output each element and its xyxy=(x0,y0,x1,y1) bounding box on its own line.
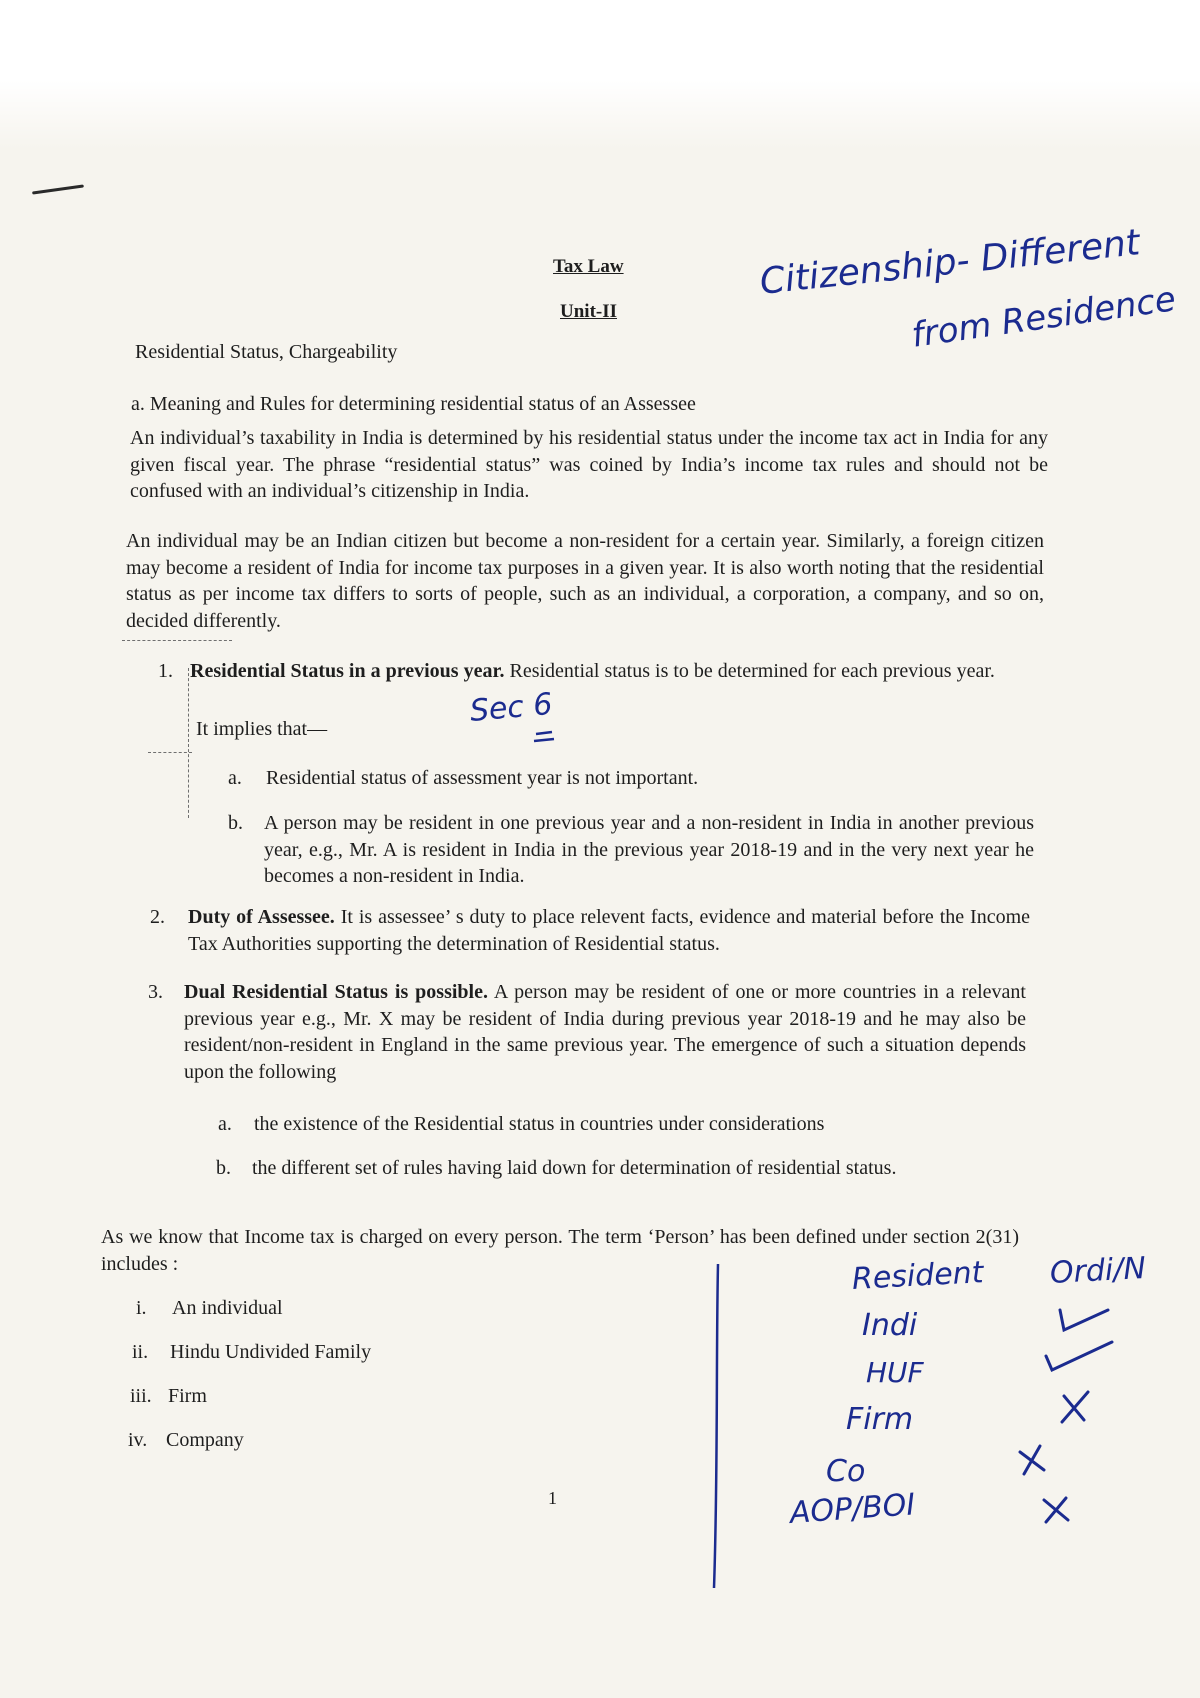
point-3-title: Dual Residential Status is possible. xyxy=(184,981,488,1003)
person-intro: As we know that Income tax is charged on every person. The term ‘Person’ has been defined under section 2(31) includes : xyxy=(101,1226,1019,1275)
point-1a-label: a. xyxy=(228,767,242,789)
point-3a-label: a. xyxy=(218,1113,232,1135)
handwritten-col1-firm: Firm xyxy=(846,1402,914,1437)
page-number: 1 xyxy=(548,1488,557,1508)
point-3a-text: the existence of the Residential status in countries under considerations xyxy=(254,1113,825,1135)
handwritten-note-citizenship: Citizenship- Different xyxy=(757,222,1142,303)
handwritten-col1-indi: Indi xyxy=(862,1308,918,1343)
handwritten-col2-header: Ordi/N xyxy=(1049,1251,1147,1291)
point-1-number: 1. xyxy=(158,660,173,682)
handwritten-note-residence: from Residence xyxy=(909,279,1179,356)
tick-mark-indi xyxy=(1060,1310,1108,1330)
handwritten-col1-resident: Resident xyxy=(851,1255,985,1297)
handwritten-col1-aop-boi: AOP/BOI xyxy=(788,1487,917,1531)
person-item-4-text: Company xyxy=(166,1429,244,1451)
paragraph-citizen: An individual may be an Indian citizen but become a non-resident for a certain year. Similarly, a foreign citizen may become a resident of India for income tax purposes in a given year. It is also worth noting that the residential status as per income tax differs to sorts of people, such as an individual, a corporation, a company, and so on, decided differently. xyxy=(126,530,1044,632)
paragraph-taxability: An individual’s taxability in India is determined by his residential status under the income tax act in India for any given fiscal year. The phrase “residential status” was coined by India’s income tax rules and should not be confused with an individual’s citizenship in India. xyxy=(130,427,1048,502)
cross-mark-firm xyxy=(1062,1392,1088,1422)
person-item-1-text: An individual xyxy=(172,1297,283,1319)
person-item-2-text: Hindu Undivided Family xyxy=(170,1341,372,1363)
person-item-3-text: Firm xyxy=(168,1385,207,1407)
subject-title: Tax Law xyxy=(553,256,624,277)
person-item-2-label: ii. xyxy=(132,1341,149,1363)
point-2-text: It is assessee’ s duty to place relevent facts, evidence and material before the Income Tax Authorities supporting the determination of Residential status. xyxy=(188,906,1031,955)
point-3b-label: b. xyxy=(216,1157,231,1179)
point-3-text: A person may be resident of one or more countries in a relevant previous year e.g., Mr. X may be resident of India during previous year 2018-19 and he may also be resident/non-resident in England in the same previous year. The emergence of such a situation depends upon the following xyxy=(184,981,1026,1083)
point-1-title: Residential Status in a previous year. xyxy=(190,660,505,682)
point-2-title: Duty of Assessee. xyxy=(188,906,335,928)
point-3-number: 3. xyxy=(148,981,163,1003)
point-1b-text: A person may be resident in one previous year and a non-resident in India in another previous year, e.g., Mr. A is resident in India in the previous year 2018-19 and in the very next year he becomes a non-resident in India. xyxy=(264,812,1034,887)
person-item-1-label: i. xyxy=(136,1297,147,1319)
cross-mark-co xyxy=(1020,1446,1044,1474)
point-1-lead: It implies that— xyxy=(196,718,328,740)
point-3b-text: the different set of rules having laid down for determination of residential status. xyxy=(252,1157,897,1179)
point-1b-label: b. xyxy=(228,812,243,834)
handwritten-sec-6: Sec 6 xyxy=(468,686,554,729)
handwritten-col1-co: Co xyxy=(826,1454,866,1489)
topic-heading: Residential Status, Chargeability xyxy=(135,341,398,363)
point-1-text: Residential status is to be determined for each previous year. xyxy=(509,660,995,682)
person-item-3-label: iii. xyxy=(130,1385,152,1407)
sec-6-underline xyxy=(534,732,554,741)
section-heading: a. Meaning and Rules for determining residential status of an Assessee xyxy=(131,393,696,415)
point-1a-text: Residential status of assessment year is not important. xyxy=(266,767,699,789)
point-2-number: 2. xyxy=(150,906,165,928)
handwritten-divider-line xyxy=(714,1264,718,1588)
unit-title: Unit-II xyxy=(560,301,618,322)
tick-mark-huf xyxy=(1046,1342,1112,1370)
person-item-4-label: iv. xyxy=(128,1429,148,1451)
handwritten-col1-huf: HUF xyxy=(866,1356,924,1389)
cross-mark-aop xyxy=(1044,1498,1068,1522)
